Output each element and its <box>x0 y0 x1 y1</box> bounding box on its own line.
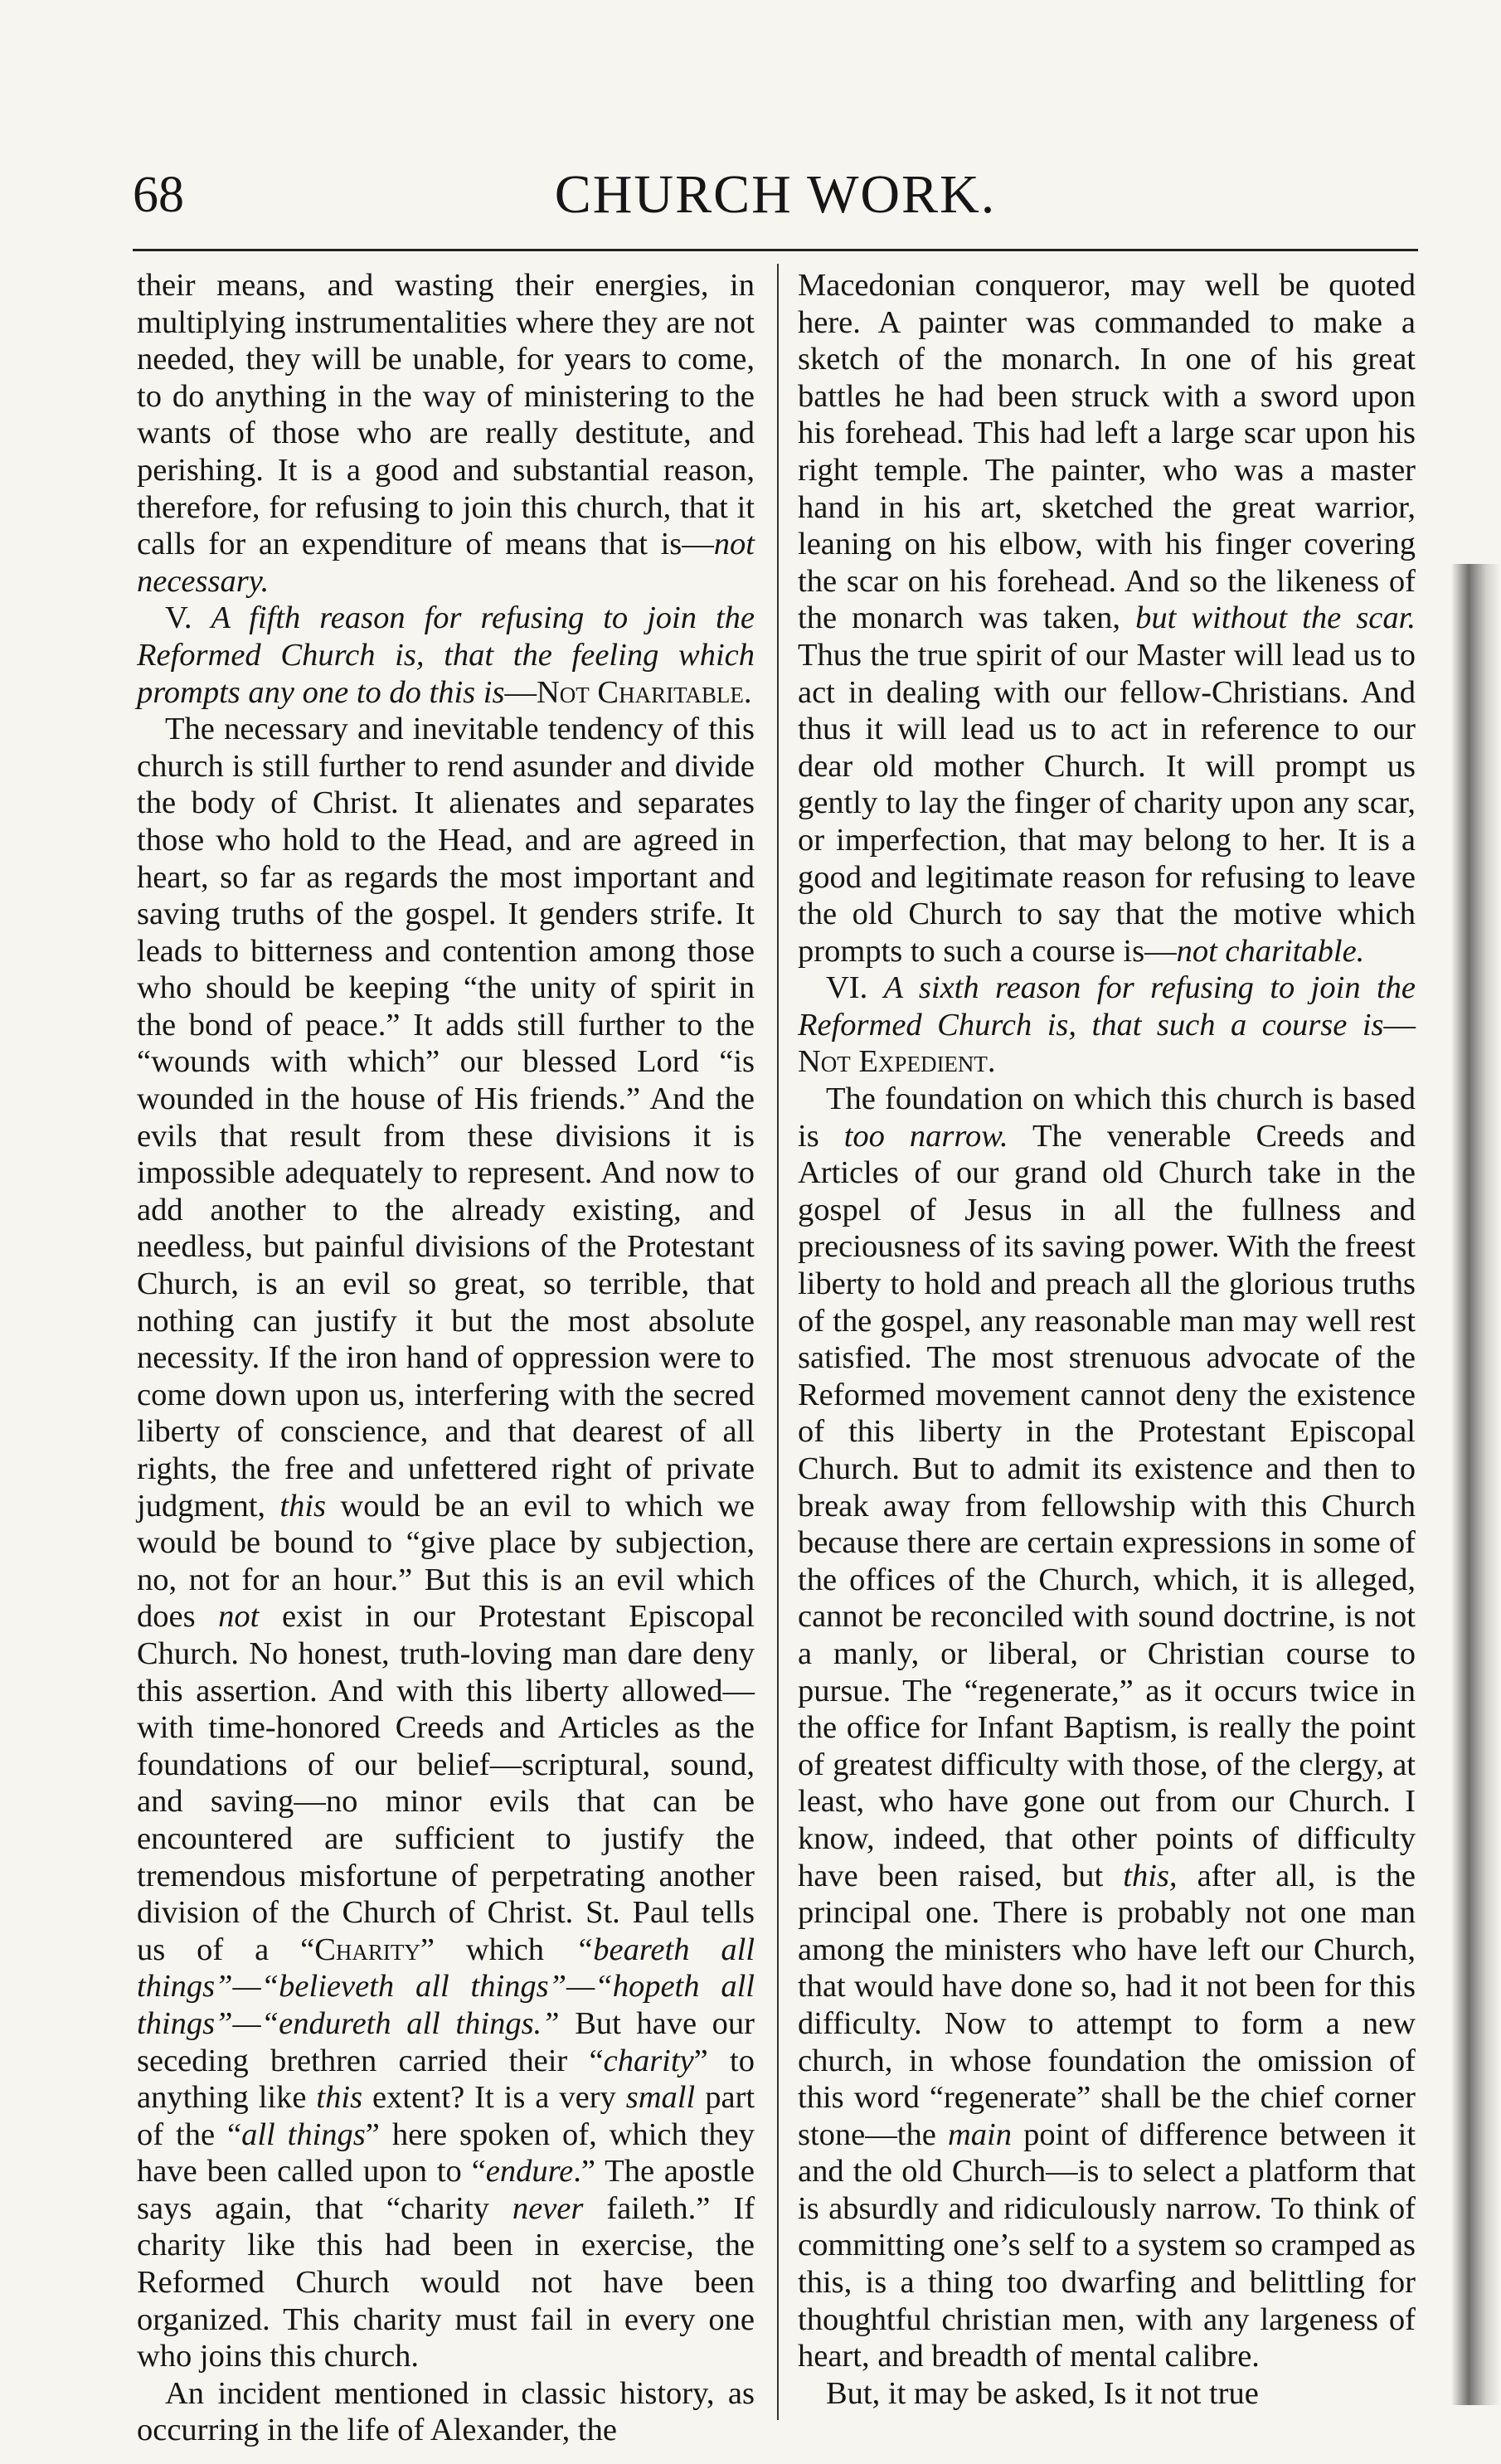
text-columns <box>137 267 1421 2448</box>
left-column <box>137 267 755 2449</box>
page-number: 68 <box>133 167 184 223</box>
header-rule <box>133 249 1418 251</box>
binding-edge-shadow <box>1451 564 1501 2405</box>
running-title: CHURCH WORK. <box>554 164 997 225</box>
paragraph: The foundation on which this church is based is too narrow. The venerable Creeds and Articles of our grand old Church take in the gospel of Jesus in all the fullness and preciousness of its saving power. With the freest liberty to hold and preach all the glorious truths of the gospel, any reasonable man may well rest satisfied. The most strenuous advocate of the Reformed movement cannot deny the existence of this liberty in the Protestant Episcopal Church. But to admit its existence and then to break away from fellowship with this Church because there are certain expressions in some of the offices of the Church, which, it is alleged, cannot be reconciled with sound doctrine, is not a manly, or liberal, or Christian course to pursue. The “regenerate,” as it occurs twice in the office for Infant Baptism, is really the point of greatest difficulty with those, of the clergy, at least, who have gone out from our Church. I know, indeed, that other points of difficulty have been raised, but this, after all, is the principal one. There is probably not one man among the ministers who have left our Church, that would have done so, had it not been for this difficulty. Now to attempt to form a new church, in whose foundation the omission of this word “regenerate” shall be the chief corner stone—the main point of difference between it and the old Church—is to select a platform that is absurdly and ridiculously narrow. To think of committing one’s self to a system so cramped as this, is a thing too dwarfing and belittling for thoughtful christian men, with any largeness of heart, and breadth of mental calibre. <box>798 1081 1416 2374</box>
paragraph: An incident mentioned in classic history, as occurring in the life of Alexander, the <box>137 2375 755 2448</box>
right-column <box>798 267 1416 2412</box>
page-header <box>133 162 1418 236</box>
paragraph: The necessary and inevitable tendency of this church is still further to rend asunder and divide the body of Christ. It alienates and separates those who hold to the Head, and are agreed in heart, so far as regards the most important and saving truths of the gospel. It genders strife. It leads to bitterness and contention among those who should be keeping “the unity of spirit in the bond of peace.” It adds still further to the “wounds with which” our blessed Lord “is wounded in the house of His friends.” And the evils that result from these divisions it is impossible adequately to represent. And now to add another to the already existing, and needless, but painful divisions of the Protestant Church, is an evil so great, so terrible, that nothing can justify it but the most absolute necessity. If the iron hand of oppression were to come down upon us, interfering with the secred liberty of conscience, and that dearest of all rights, the free and unfettered right of private judgment, this would be an evil to which we would be bound to “give place by subjection, no, not for an hour.” But this is an evil which does not exist in our Protestant Episcopal Church. No honest, truth-loving man dare deny this assertion. And with this liberty allowed—with time-honored Creeds and Articles as the foundations of our belief—scriptural, sound, and saving—no minor evils that can be encountered are sufficient to justify the tremendous misfortune of perpetrating another division of the Church of Christ. St. Paul tells us of a “Charity” which “beareth all things”—“believeth all things”—“hopeth all things”—“endureth all things.” But have our seceding brethren carried their “charity” to anything like this extent? It is a very small part of the “all things” here spoken of, which they have been called upon to “endure.” The apostle says again, that “charity never faileth.” If charity like this had been in exercise, the Reformed Church would not have been organized. This charity must fail in every one who joins this church. <box>137 712 755 2374</box>
paragraph: Macedonian conqueror, may well be quoted here. A painter was commanded to make a sketch of the monarch. In one of his great battles he had been struck with a sword upon his forehead. This had left a large scar upon his right temple. The painter, who was a master hand in his art, sketched the great warrior, leaning on his elbow, with his finger covering the scar on his forehead. And so the likeness of the monarch was taken, but without the scar. Thus the true spirit of our Master will lead us to act in dealing with our fellow-Christians. And thus it will lead us to act in reference to our dear old mother Church. It will prompt us gently to lay the finger of charity upon any scar, or imperfection, that may belong to her. It is a good and legitimate reason for refusing to leave the old Church to say that the motive which prompts to such a course is—not charitable. <box>798 268 1416 969</box>
paragraph: their means, and wasting their energies, in multiplying instrumentalities where they are not needed, they will be unable, for years to come, to do anything in the way of ministering to the wants of those who are really destitute, and perishing. It is a good and substantial reason, therefore, for refusing to join this church, that it calls for an expenditure of means that is—not necessary. <box>137 268 755 599</box>
paragraph: But, it may be asked, Is it not true <box>826 2375 1259 2411</box>
paragraph: VI. A sixth reason for refusing to join the Reformed Church is, that such a course is—Not Expedient. <box>798 970 1416 1080</box>
paragraph: V. A fifth reason for refusing to join the Reformed Church is, that the feeling which prompts any one to do this is—Not Charitable. <box>137 600 755 710</box>
